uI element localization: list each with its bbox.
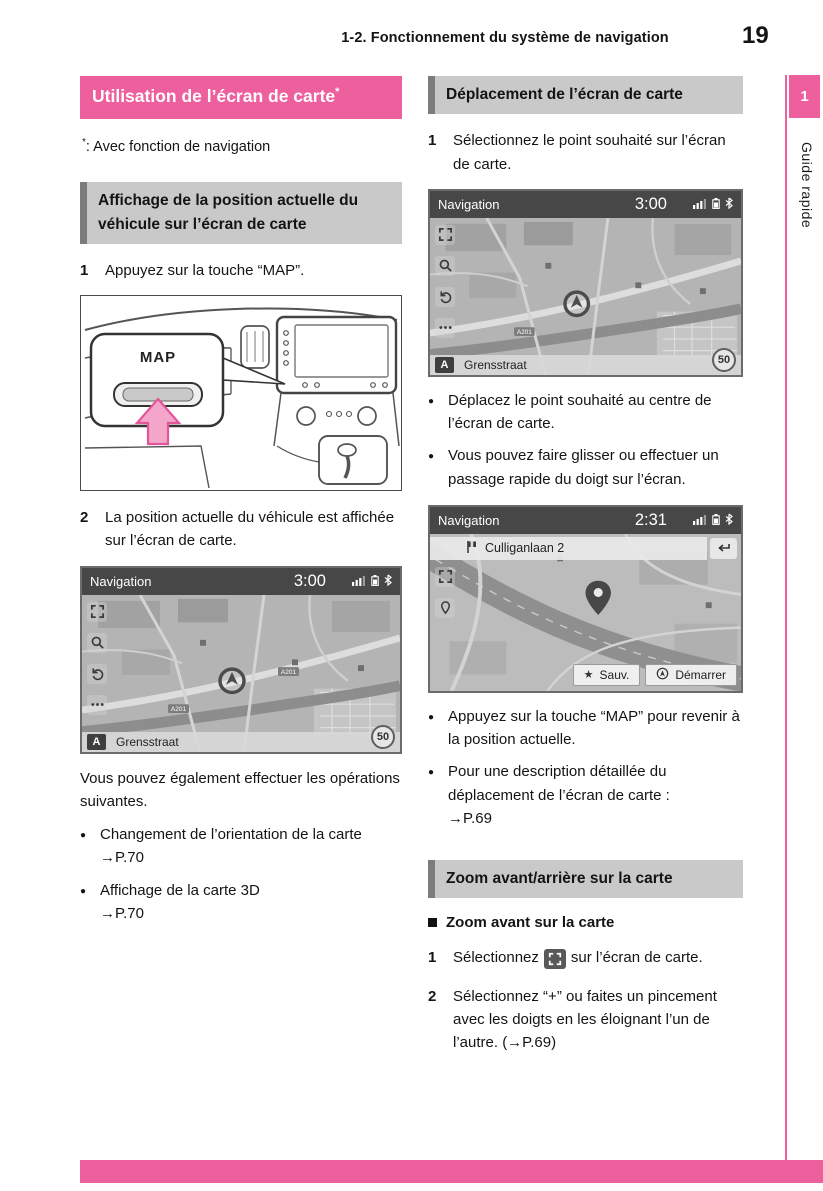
step-number: 1 (80, 261, 89, 279)
battery-icon (712, 513, 720, 528)
subheading-text: Zoom avant sur la carte (446, 914, 615, 932)
step-text: La position actuelle du véhicule est affichée sur l’écran de carte. (105, 509, 395, 550)
status-icons (693, 513, 733, 528)
map-button-label: MAP (139, 349, 177, 367)
dashboard-line-art (81, 296, 401, 490)
route-shield-label: A201 (280, 668, 297, 676)
step-number: 1 (428, 132, 437, 150)
bluetooth-icon (384, 574, 392, 589)
heading-current-position: Affichage de la position actuelle du véhicule sur l’écran de carte (80, 182, 402, 244)
nav-status-bar (82, 568, 400, 595)
map-tool-column (435, 567, 455, 618)
signal-icon (693, 197, 707, 212)
navigate-icon (656, 667, 669, 683)
bullet-marker: ● (428, 451, 435, 463)
step-text: Sélectionnez le point souhaité sur l’écran de carte. (453, 132, 726, 173)
bluetooth-icon (725, 197, 733, 212)
footnote-text: : Avec fonction de navigation (85, 138, 271, 155)
undo-icon (435, 287, 455, 307)
section-title (80, 76, 402, 119)
battery-icon (712, 197, 720, 212)
destination-flag-icon (466, 540, 478, 557)
nav-screenshot-select-point (428, 189, 743, 377)
bottom-accent-bar (80, 1160, 823, 1183)
search-icon (87, 633, 107, 653)
map-view (430, 534, 741, 691)
expand-map-icon (435, 225, 455, 245)
map-tool-column (87, 602, 107, 715)
bullet-text: Vous pouvez faire glisser ou effectuer un passage rapide du doigt sur l’écran. (448, 447, 719, 488)
signal-icon (352, 574, 366, 589)
star-icon: ★ (583, 669, 594, 682)
battery-icon (371, 574, 379, 589)
current-street-name: Grensstraat (116, 734, 179, 749)
step-1 (428, 129, 743, 176)
page-reference: →P.70 (100, 904, 144, 922)
current-street-bar (82, 732, 400, 752)
expand-map-icon (544, 949, 566, 969)
bullet-marker: ● (80, 830, 87, 842)
bullet-3d-map (80, 879, 402, 926)
square-bullet-icon (428, 918, 437, 927)
bullet-map-return (428, 705, 743, 752)
step-text: sur l’écran de carte. (570, 949, 703, 967)
step-text: Sélectionnez “+” ou faites un pincement avec les doigts en les éloignant l’un de l’autre. (→P.69) (453, 987, 717, 1051)
heading-zoom: Zoom avant/arrière sur la carte (428, 860, 743, 898)
step-2 (80, 506, 402, 553)
start-guidance-button (645, 664, 737, 686)
step-number: 2 (428, 987, 437, 1005)
step-zoom-1 (428, 946, 743, 969)
bullet-marker: ● (80, 885, 87, 897)
save-button (573, 664, 641, 686)
nav-clock: 3:00 (634, 194, 667, 213)
step-text: Sélectionnez (453, 949, 539, 967)
more-options-icon (435, 318, 455, 338)
tab-vertical-rule (785, 75, 787, 1160)
start-button-label: Démarrer (675, 667, 726, 682)
subheading-zoom-in (428, 914, 743, 931)
bullet-marker: ● (428, 767, 435, 779)
nav-app-title: Navigation (438, 512, 500, 528)
step-1 (80, 259, 402, 282)
nav-app-title: Navigation (438, 196, 500, 212)
map-graphic (82, 595, 400, 752)
expand-map-icon (435, 567, 455, 587)
page-header: 1-2. Fonctionnement du système de navigation (341, 30, 669, 46)
left-column (80, 76, 402, 934)
undo-icon (87, 664, 107, 684)
page-reference: →P.69 (448, 809, 492, 827)
current-street-bar (430, 355, 741, 375)
speed-limit-sign: 50 (371, 725, 395, 749)
outro-text: Vous pouvez également effectuer les opérations suivantes. (80, 769, 400, 810)
bullet-text: Changement de l’orientation de la carte (100, 826, 362, 844)
bullet-text: Déplacez le point souhaité au centre de l’écran de carte. (448, 391, 712, 432)
footnote-marker: * (82, 136, 86, 148)
nav-clock: 3:00 (293, 571, 326, 590)
bullet-move-center (428, 389, 743, 436)
bullet-drag-flick (428, 444, 743, 491)
current-street-name: Grensstraat (464, 357, 527, 372)
bullet-orientation (80, 823, 402, 870)
map-view (430, 218, 741, 375)
heading-move-map: Déplacement de l’écran de carte (428, 76, 743, 114)
pin-icon (435, 598, 455, 618)
map-tool-column (435, 225, 455, 338)
bullet-detail-reference (428, 760, 743, 830)
nav-status-bar (430, 507, 741, 534)
nav-status-bar (430, 191, 741, 218)
bullet-marker: ● (428, 711, 435, 723)
nav-screenshot-destination (428, 505, 743, 693)
page-reference: →P.70 (100, 849, 144, 867)
route-shield-label: A201 (516, 328, 532, 336)
right-column (428, 76, 743, 1067)
map-action-buttons (573, 664, 737, 686)
selected-address-text: Culliganlaan 2 (485, 541, 565, 556)
nav-screenshot-current-position (80, 566, 402, 754)
signal-icon (693, 513, 707, 528)
bullet-text: Pour une description détaillée du déplacement de l’écran de carte : (448, 763, 670, 804)
compass-north-icon: A (435, 357, 454, 373)
bullet-text: Appuyez sur la touche “MAP” pour revenir à la position actuelle. (448, 707, 740, 748)
chapter-tab-number: 1 (789, 75, 820, 118)
step-zoom-2 (428, 985, 743, 1055)
bullet-marker: ● (428, 395, 435, 407)
chapter-tab-label: Guide rapide (799, 142, 815, 229)
more-options-icon (87, 695, 107, 715)
page-number: 19 (742, 22, 769, 49)
step-text: Appuyez sur la touche “MAP”. (105, 261, 305, 279)
return-icon (710, 538, 737, 559)
status-icons (693, 197, 733, 212)
nav-app-title: Navigation (90, 573, 152, 589)
route-shield-label: A201 (170, 705, 187, 713)
compass-north-icon: A (87, 734, 106, 750)
selected-address-bar (430, 537, 707, 560)
search-icon (435, 256, 455, 276)
map-graphic (430, 218, 741, 375)
section-title-text: Utilisation de l’écran de carte (92, 86, 336, 106)
nav-clock: 2:31 (634, 510, 667, 529)
step-number: 2 (80, 509, 89, 527)
footnote (82, 137, 402, 155)
status-icons (352, 574, 392, 589)
map-view (82, 595, 400, 752)
speed-limit-sign: 50 (712, 348, 736, 372)
footnote-marker: * (335, 86, 340, 99)
dashboard-illustration (80, 295, 402, 491)
expand-map-icon (87, 602, 107, 622)
bluetooth-icon (725, 513, 733, 528)
step-number: 1 (428, 949, 437, 967)
save-button-label: Sauv. (599, 667, 630, 682)
bullet-text: Affichage de la carte 3D (100, 881, 260, 899)
